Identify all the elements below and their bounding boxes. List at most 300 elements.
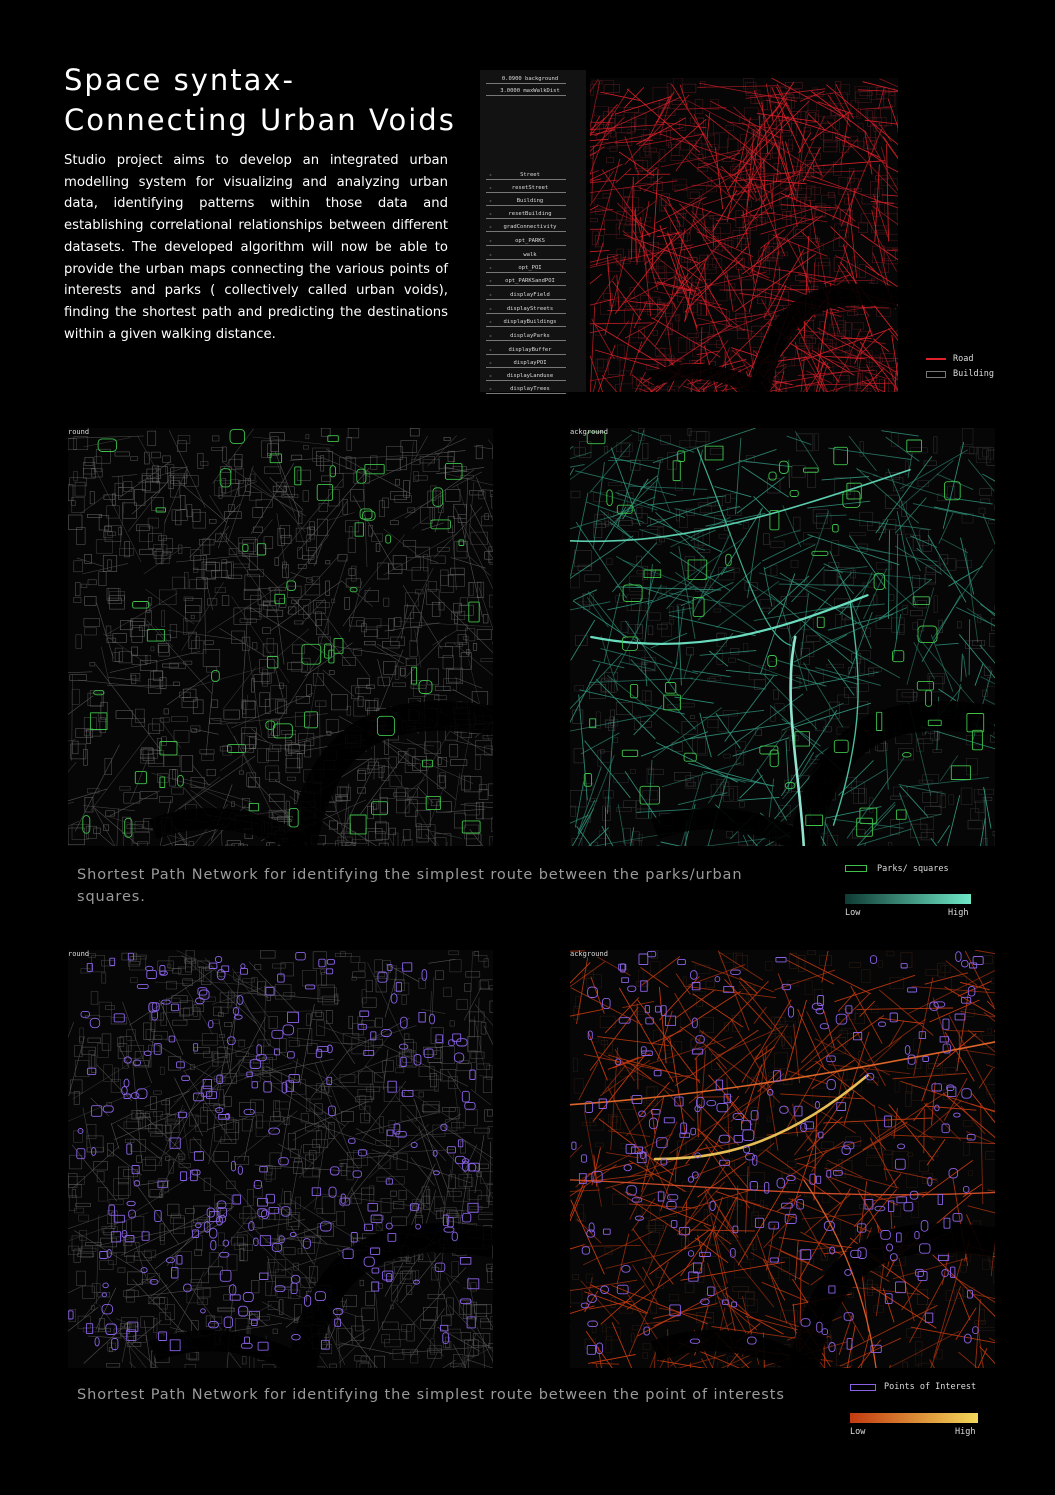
building-outline — [685, 557, 695, 571]
building-outline — [963, 1121, 972, 1127]
building-outline — [278, 701, 287, 713]
street-segment — [617, 275, 619, 311]
street-segment — [244, 1116, 253, 1161]
building-outline — [449, 1211, 458, 1217]
building-outline — [154, 1112, 163, 1117]
poi-outline — [241, 964, 245, 969]
poi-outline — [396, 983, 401, 992]
street-segment — [417, 786, 433, 803]
map-tag: ackground — [570, 428, 608, 436]
street-segment — [850, 1305, 937, 1349]
street-segment — [208, 1136, 222, 1164]
street-segment — [870, 1138, 897, 1188]
building-outline — [444, 437, 450, 440]
control-item[interactable] — [480, 304, 580, 314]
control-item[interactable] — [480, 384, 580, 394]
control-item[interactable] — [480, 170, 580, 180]
poi-buildings-map — [68, 950, 493, 1368]
street-segment — [103, 634, 147, 664]
poi-outline — [905, 1046, 910, 1055]
building-outline — [166, 1157, 170, 1161]
building-outline — [266, 749, 278, 761]
street-segment — [120, 502, 124, 548]
street-segment — [570, 1009, 603, 1027]
building-outline — [430, 1073, 436, 1087]
building-outline — [402, 1325, 412, 1332]
poi-outline — [378, 972, 387, 982]
street-segment — [637, 1004, 638, 1090]
map-tag: ackground — [570, 950, 608, 958]
street-segment — [768, 576, 809, 614]
building-outline — [164, 709, 169, 714]
building-outline — [346, 579, 361, 587]
control-item[interactable] — [480, 209, 580, 219]
parks-legend-label: Parks/ squares — [877, 864, 949, 874]
building-outline — [453, 1355, 463, 1368]
control-label: Street — [520, 172, 540, 178]
building-outline — [892, 1152, 908, 1169]
control-underline — [486, 259, 566, 260]
street-segment — [824, 1011, 834, 1047]
street-segment — [190, 504, 241, 558]
control-dot-icon: ° — [489, 226, 493, 232]
control-item[interactable] — [480, 196, 580, 206]
street-segment — [416, 555, 438, 563]
poi-outline — [436, 1035, 443, 1043]
poi-outline — [973, 1327, 978, 1334]
building-outline — [941, 966, 951, 973]
building-outline — [316, 1011, 322, 1017]
poi-outline — [422, 969, 427, 980]
poi-outline — [962, 1089, 972, 1099]
street-segment — [68, 1286, 82, 1304]
building-outline — [92, 1284, 100, 1293]
street-segment — [824, 564, 843, 573]
building-outline — [220, 747, 232, 751]
building-outline — [201, 461, 208, 465]
street-segment — [132, 485, 166, 515]
building-outline — [331, 695, 347, 710]
building-outline — [172, 577, 185, 588]
control-item[interactable] — [480, 86, 580, 96]
building-outline — [991, 978, 995, 984]
building-outline — [794, 517, 801, 531]
building-outline — [194, 1047, 209, 1053]
street-segment — [302, 1194, 321, 1210]
building-outline — [124, 482, 132, 492]
building-outline — [639, 970, 644, 986]
poi-outline — [898, 1144, 905, 1149]
building-outline — [687, 648, 694, 656]
street-segment — [840, 575, 877, 615]
poi-outline — [241, 969, 248, 975]
building-outline — [212, 570, 228, 577]
park-outline — [419, 681, 432, 694]
street-segment — [889, 1021, 904, 1047]
poi-outline — [411, 1142, 417, 1147]
building-outline — [735, 1160, 750, 1176]
poi-outline — [897, 1197, 907, 1203]
street-segment — [783, 505, 801, 547]
building-outline — [207, 667, 217, 672]
control-item[interactable] — [480, 222, 580, 232]
control-underline — [486, 272, 566, 273]
poi-outline — [269, 1208, 279, 1214]
poi-outline — [626, 1144, 635, 1153]
building-outline — [193, 512, 206, 528]
street-segment — [879, 579, 932, 619]
building-outline — [877, 308, 891, 317]
street-segment — [981, 1103, 983, 1204]
building-outline — [431, 556, 445, 564]
building-outline — [218, 1307, 234, 1310]
building-outline — [934, 596, 937, 613]
control-item[interactable] — [480, 263, 580, 273]
street-segment — [317, 674, 333, 695]
poi-shortest-path-map-svg — [570, 950, 995, 1368]
building-outline — [171, 1216, 185, 1224]
building-outline — [483, 615, 488, 623]
building-outline — [191, 615, 194, 619]
building-outline — [868, 668, 873, 676]
control-label: displayLanduse — [506, 373, 554, 379]
poi-outline — [127, 1201, 135, 1205]
poi-outline — [816, 1176, 820, 1183]
street-segment — [389, 1347, 487, 1354]
street-segment — [651, 318, 720, 358]
street-segment — [246, 736, 272, 744]
control-item[interactable] — [480, 74, 580, 84]
poi-outline — [787, 1176, 796, 1181]
building-outline — [74, 597, 81, 602]
street-segment — [355, 1113, 437, 1135]
building-outline — [118, 1044, 127, 1059]
building-outline — [341, 1111, 353, 1121]
street-segment — [826, 1175, 842, 1195]
building-outline — [767, 1117, 771, 1122]
poi-outline — [364, 1224, 372, 1230]
park-outline — [94, 691, 104, 695]
building-outline — [100, 1261, 114, 1270]
building-outline — [75, 583, 80, 596]
street-segment — [82, 563, 128, 574]
building-outline — [474, 952, 479, 956]
building-outline — [408, 749, 415, 766]
building-outline — [243, 700, 246, 714]
street-segment — [476, 477, 493, 539]
poi-outline — [103, 1106, 113, 1112]
control-item[interactable] — [480, 345, 580, 355]
street-segment — [72, 1145, 117, 1201]
control-underline — [486, 326, 566, 327]
building-outline — [441, 570, 449, 585]
street-segment — [711, 101, 780, 138]
building-outline — [787, 211, 792, 225]
building-outline — [90, 491, 94, 504]
poi-outline — [896, 1282, 906, 1293]
building-outline — [441, 1316, 451, 1326]
street-segment — [182, 955, 257, 1024]
building-outline — [884, 1150, 893, 1155]
street-segment — [675, 1030, 758, 1086]
building-outline — [186, 950, 194, 961]
poi-outline — [654, 1070, 661, 1075]
street-segment — [196, 1063, 293, 1095]
building-outline — [384, 1087, 399, 1102]
street-segment — [742, 215, 822, 274]
street-segment — [323, 670, 355, 697]
street-segment — [883, 137, 898, 191]
building-outline — [131, 675, 136, 684]
poi-outline — [878, 1022, 885, 1026]
building-outline — [822, 1191, 829, 1203]
building-outline — [963, 1143, 969, 1156]
building-outline — [887, 951, 894, 956]
street-segment — [608, 256, 612, 312]
control-dot-icon: ° — [489, 213, 493, 219]
street-segment — [859, 547, 890, 554]
street-segment — [737, 1186, 738, 1228]
street-segment — [376, 736, 456, 800]
building-outline — [119, 548, 133, 555]
street-segment — [616, 168, 631, 183]
park-outline — [779, 461, 788, 473]
building-outline — [287, 777, 295, 780]
building-outline — [461, 1332, 470, 1340]
building-outline — [349, 1016, 353, 1028]
poi-outline — [961, 997, 970, 1003]
building-outline — [72, 501, 76, 506]
building-outline — [855, 86, 868, 98]
building-outline — [428, 669, 439, 685]
street-segment — [220, 532, 276, 613]
street-segment — [77, 558, 103, 566]
building-outline — [125, 541, 130, 557]
building-outline — [594, 199, 609, 209]
building-outline — [669, 1295, 678, 1301]
building-outline — [383, 961, 391, 973]
poi-outline — [77, 1149, 85, 1159]
building-outline — [448, 670, 461, 683]
building-outline — [469, 582, 481, 597]
street-segment — [764, 1214, 796, 1248]
building-outline — [393, 1349, 404, 1359]
building-outline — [469, 1012, 484, 1021]
street-segment — [461, 804, 493, 812]
poi-outline — [124, 1079, 129, 1087]
building-outline — [607, 559, 613, 565]
building-outline — [91, 730, 102, 736]
street-segment — [780, 1094, 864, 1099]
building-outline — [137, 1156, 142, 1163]
building-outline — [160, 1298, 168, 1309]
building-outline — [127, 1290, 135, 1303]
building-outline — [747, 1244, 754, 1259]
building-outline — [477, 582, 484, 598]
building-outline — [162, 1101, 170, 1105]
street-segment — [775, 660, 858, 685]
poi-outline — [201, 1309, 206, 1313]
control-underline — [486, 218, 566, 219]
street-segment — [713, 190, 738, 232]
building-outline — [341, 1163, 347, 1175]
street-segment — [888, 99, 898, 141]
poi-outline — [106, 1324, 117, 1335]
building-outline — [304, 1144, 320, 1153]
building-outline — [475, 755, 480, 769]
building-outline — [149, 724, 160, 733]
building-outline — [431, 800, 439, 806]
poi-outline — [935, 1105, 940, 1111]
control-dot-icon: ° — [489, 335, 493, 341]
street-segment — [277, 513, 289, 590]
poi-outline — [707, 1100, 716, 1105]
poi-outline — [91, 1148, 96, 1156]
poi-outline — [875, 1206, 885, 1211]
building-outline — [140, 792, 157, 799]
building-outline — [172, 770, 177, 779]
poi-outline — [150, 1279, 158, 1284]
building-outline — [138, 842, 148, 846]
control-item[interactable] — [480, 331, 580, 341]
building-outline — [132, 628, 143, 643]
building-outline — [441, 1047, 455, 1064]
street-segment — [110, 791, 160, 816]
building-outline — [993, 831, 995, 836]
control-item[interactable] — [480, 236, 580, 246]
building-outline — [315, 1104, 322, 1114]
building-outline — [131, 457, 138, 461]
building-outline — [766, 1225, 778, 1228]
street-segment — [700, 651, 757, 656]
building-outline — [743, 78, 753, 89]
building-outline — [688, 782, 696, 786]
park-outline — [147, 630, 164, 642]
building-outline — [819, 262, 830, 276]
building-outline — [384, 598, 389, 606]
building-outline — [464, 984, 471, 992]
building-outline — [179, 1157, 183, 1161]
park-outline — [770, 750, 778, 767]
control-label: gradConnectivity — [503, 224, 557, 230]
park-outline — [328, 436, 339, 442]
building-outline — [476, 446, 482, 459]
street-segment — [808, 535, 900, 565]
street-segment — [645, 662, 647, 687]
street-segment — [179, 756, 255, 809]
street-segment — [451, 1154, 454, 1180]
street-segment — [881, 147, 887, 168]
building-outline — [215, 588, 226, 593]
building-outline — [358, 678, 370, 686]
building-legend-swatch — [926, 371, 946, 378]
street-segment — [341, 581, 373, 607]
control-item[interactable] — [480, 317, 580, 327]
poi-outline — [842, 1146, 850, 1154]
street-segment — [448, 1071, 461, 1093]
building-outline — [262, 669, 267, 686]
poi-outline — [272, 1030, 283, 1038]
building-outline — [630, 576, 643, 591]
control-item[interactable] — [480, 250, 580, 260]
poi-outline — [252, 1082, 258, 1088]
building-outline — [728, 237, 731, 253]
building-outline — [192, 640, 204, 653]
building-outline — [607, 158, 614, 163]
control-item[interactable] — [480, 183, 580, 193]
street-segment — [845, 1009, 886, 1086]
poi-outline — [780, 1106, 789, 1113]
street-segment — [116, 1319, 138, 1327]
building-outline — [102, 1034, 111, 1050]
building-outline — [70, 1080, 82, 1093]
building-outline — [578, 565, 592, 570]
control-item[interactable] — [480, 358, 580, 368]
street-segment — [101, 647, 110, 686]
building-outline — [182, 698, 198, 708]
poi-outline — [134, 1060, 141, 1065]
park-outline — [903, 753, 912, 757]
street-segment — [470, 829, 493, 846]
street-segment — [891, 1331, 959, 1367]
building-outline — [316, 701, 326, 707]
control-underline — [486, 313, 566, 314]
building-outline — [145, 655, 150, 663]
building-outline — [596, 359, 604, 368]
building-outline — [821, 1142, 834, 1148]
street-segment — [111, 1123, 119, 1149]
street-segment — [221, 830, 226, 846]
building-outline — [637, 507, 642, 518]
parks-gradient-low: Low — [845, 908, 861, 918]
building-outline — [142, 475, 150, 491]
building-outline — [402, 996, 406, 1005]
building-outline — [777, 121, 792, 136]
park-outline — [951, 766, 970, 780]
building-outline — [391, 521, 399, 525]
building-outline — [577, 1205, 584, 1221]
building-outline — [785, 82, 802, 88]
building-outline — [449, 574, 465, 586]
building-outline — [317, 1021, 325, 1036]
building-outline — [571, 806, 576, 816]
building-outline — [73, 741, 79, 754]
building-outline — [469, 583, 473, 596]
park-outline — [156, 508, 165, 512]
street-segment — [592, 1363, 619, 1364]
street-segment — [570, 1190, 600, 1192]
building-outline — [832, 1221, 841, 1235]
poi-outline — [233, 1195, 241, 1204]
street-segment — [892, 249, 898, 254]
poi-outline — [639, 954, 648, 965]
building-outline — [218, 1233, 224, 1246]
control-item[interactable] — [480, 290, 580, 300]
building-outline — [649, 1220, 656, 1232]
building-outline — [243, 700, 254, 709]
building-outline — [74, 561, 83, 572]
street-segment — [961, 654, 962, 682]
control-item[interactable] — [480, 371, 580, 381]
building-outline — [487, 1269, 493, 1283]
building-outline — [130, 621, 144, 636]
building-outline — [574, 749, 584, 763]
building-outline — [313, 952, 326, 969]
building-outline — [479, 784, 487, 790]
control-item[interactable] — [480, 276, 580, 286]
building-outline — [296, 712, 310, 726]
street-segment — [428, 959, 455, 963]
